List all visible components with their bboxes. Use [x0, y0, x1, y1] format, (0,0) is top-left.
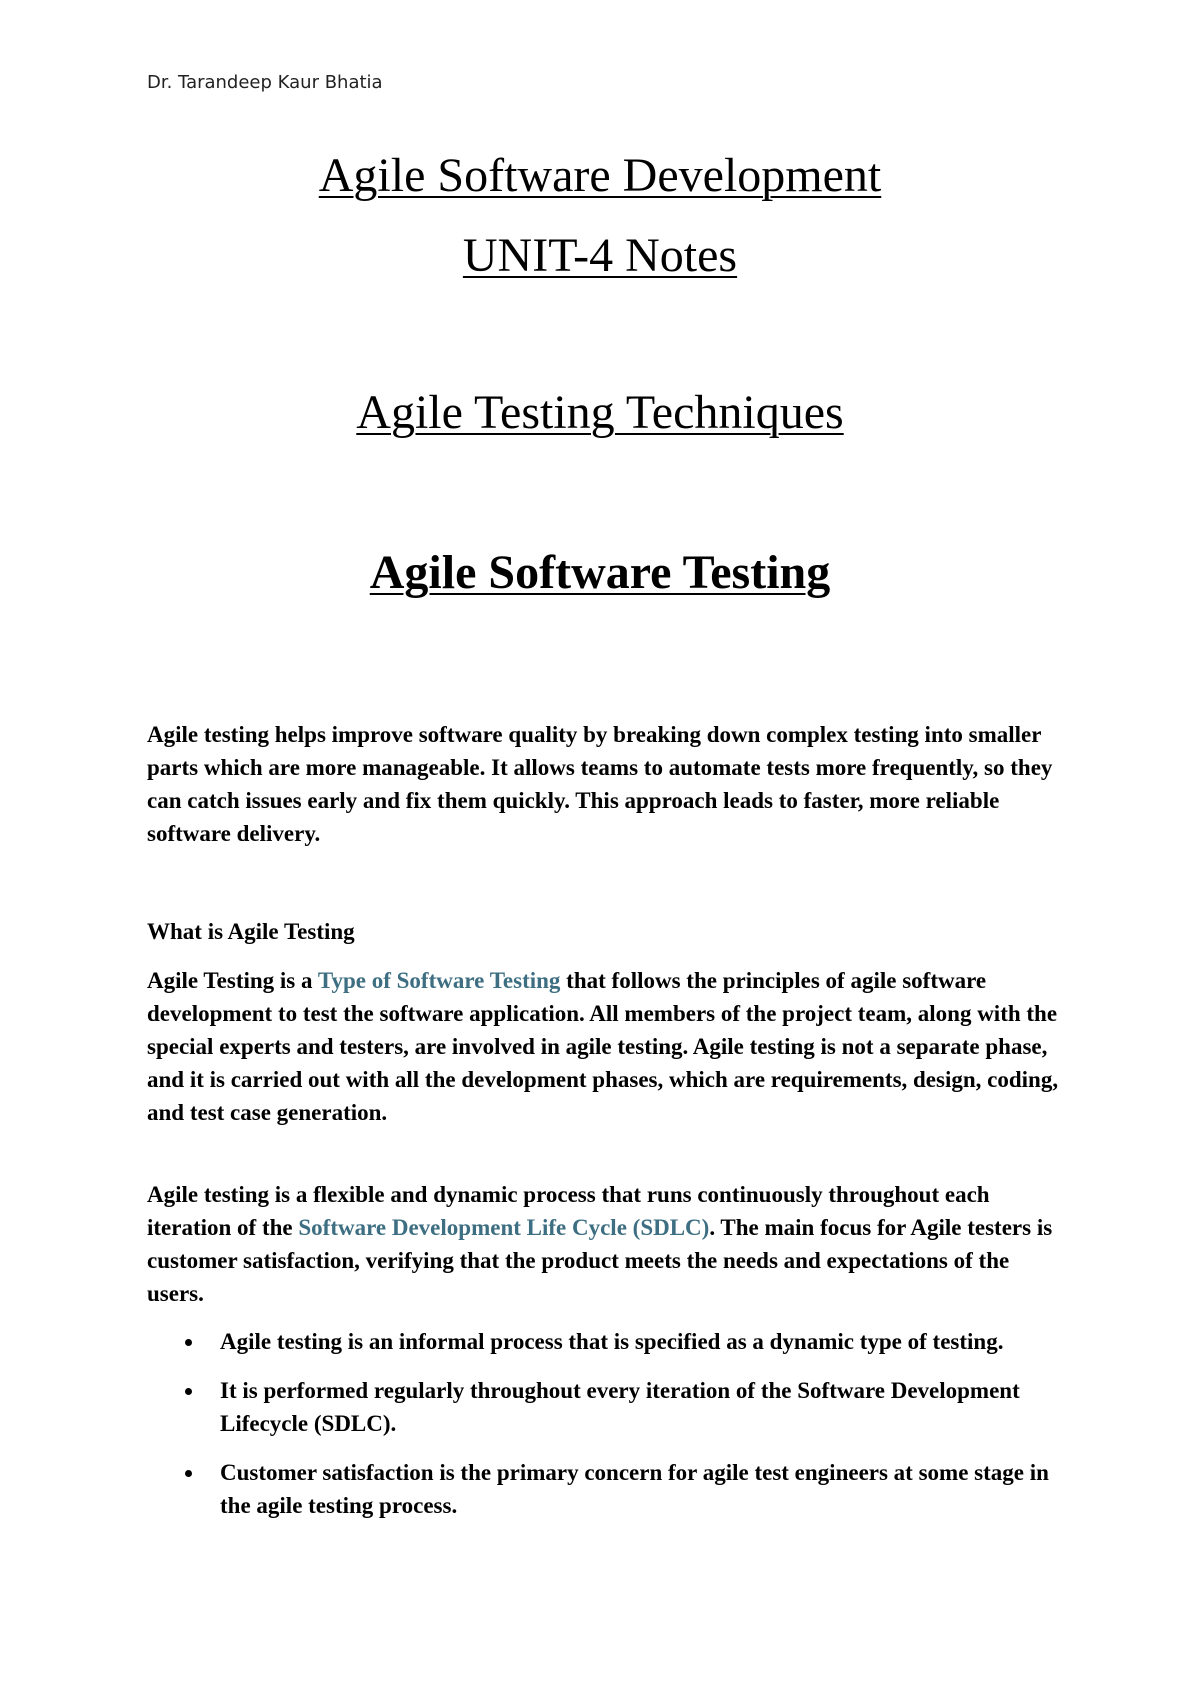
flexibility-text-end: . The main focus for Agile testers is customer satisfaction, verifying that the product meets the needs and expectations of the users. — [147, 1215, 1053, 1306]
unit-title: UNIT-4 Notes — [462, 229, 738, 282]
flexibility-paragraph — [147, 1178, 1067, 1310]
author-header: Dr. Tarandeep Kaur Bhatia — [147, 72, 383, 93]
section-title: Agile Software Testing — [369, 546, 831, 599]
definition-paragraph — [147, 964, 1067, 1129]
bullet-list — [147, 1325, 1067, 1538]
bullet-icon — [185, 1470, 192, 1477]
bullet-text: Customer satisfaction is the primary concern for agile test engineers at some stage in the agile testing process. — [220, 1460, 1049, 1518]
bullet-item — [147, 1456, 1067, 1522]
course-title: Agile Software Development — [318, 149, 882, 202]
bullet-item — [147, 1325, 1067, 1358]
topic-title: Agile Testing Techniques — [356, 386, 844, 439]
intro-paragraph: Agile testing helps improve software quality by breaking down complex testing into smaller parts which are more manageable. It allows teams to automate tests more frequently, so they can catch issues early and fix them quickly. This approach leads to faster, more reliable software delivery. — [147, 722, 1053, 846]
what-is-heading: What is Agile Testing — [147, 919, 355, 944]
flexibility-text-start: Agile testing is a flexible and dynamic process that runs continuously throughout each iteration of the — [147, 1182, 990, 1240]
sdlc-link[interactable]: Software Development Life Cycle (SDLC) — [298, 1215, 710, 1240]
definition-text-start: Agile Testing is a — [147, 968, 318, 993]
bullet-text: Agile testing is an informal process that is specified as a dynamic type of testing. — [220, 1329, 1004, 1354]
definition-text-end: that follows the principles of agile software development to test the software application. All members of the project team, along with the special experts and testers, are involved in agile testing. Agile testing is not a separate phase, and it is carried out with all the development phases, which are requirements, design, coding, and test case generation. — [147, 968, 1059, 1125]
bullet-text: It is performed regularly throughout every iteration of the Software Development Lifecycle (SDLC). — [220, 1378, 1020, 1436]
bullet-icon — [185, 1388, 192, 1395]
bullet-icon — [185, 1339, 192, 1346]
bullet-item — [147, 1374, 1067, 1440]
type-of-software-testing-link[interactable]: Type of Software Testing — [317, 968, 561, 993]
